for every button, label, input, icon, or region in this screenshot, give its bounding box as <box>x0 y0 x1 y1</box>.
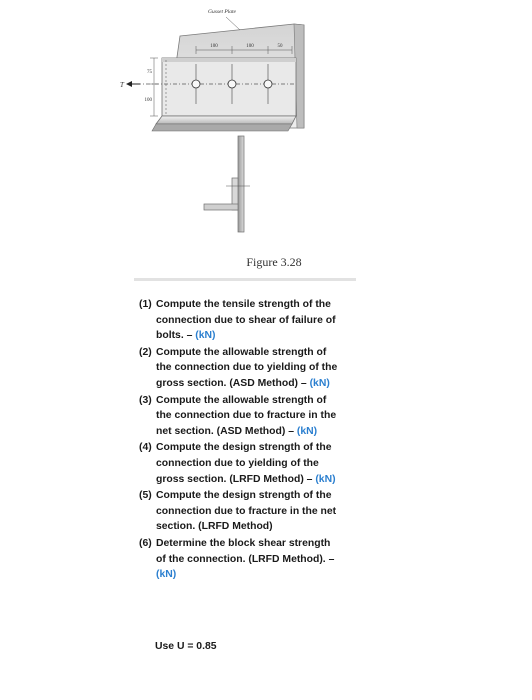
question-item <box>139 488 339 535</box>
plate-label: Gusset Plate <box>208 9 236 15</box>
dim-label: 100 <box>246 44 254 49</box>
question-text: Determine the block shear strength of the connection. (LRFD Method). – (kN) <box>156 537 335 581</box>
load-label: T <box>120 81 124 89</box>
question-item <box>139 297 339 344</box>
question-item <box>139 440 339 487</box>
angle-flange <box>152 116 296 131</box>
question-number: (1) <box>139 299 152 310</box>
question-item <box>139 393 339 440</box>
question-text: Compute the design strength of the connection due to yielding of the gross section. (LRFD Method) – (kN) <box>156 442 336 485</box>
question-text: Compute the tensile strength of the connection due to shear of failure of bolts. – (kN) <box>156 299 336 342</box>
unit-label: (kN) <box>309 377 330 389</box>
unit-label: (kN) <box>156 569 177 581</box>
dimension-side <box>145 58 159 116</box>
question-text: Compute the design strength of the connection due to fracture in the net section. (LRFD Method) <box>156 490 337 533</box>
divider <box>134 278 356 281</box>
dim-label: 50 <box>277 44 283 49</box>
figure-caption: Figure 3.28 <box>246 255 302 269</box>
question-number: (3) <box>139 394 152 406</box>
dim-label: 100 <box>144 98 152 103</box>
question-text: Compute the allowable strength of the connection due to fracture in the net section. (ASD Method) – (kN) <box>156 394 337 437</box>
question-list <box>139 297 339 584</box>
question-number: (4) <box>139 442 152 454</box>
question-number: (2) <box>139 346 152 358</box>
dim-label: 75 <box>147 70 152 75</box>
dim-label: 100 <box>210 44 218 49</box>
end-view <box>204 136 250 232</box>
plate-leader <box>226 17 240 30</box>
unit-label: (kN) <box>296 425 318 437</box>
unit-label: (kN) <box>315 473 336 485</box>
connection-figure <box>0 0 532 270</box>
question-text: Compute the allowable strength of the connection due to yielding of the gross section. (ASD Method) – (kN) <box>156 346 338 389</box>
unit-label: (kN) <box>195 330 216 342</box>
question-item <box>139 345 339 392</box>
question-number: (5) <box>139 490 152 502</box>
reduction-factor-note: Use U = 0.85 <box>155 641 217 652</box>
load-arrow <box>120 81 140 89</box>
question-item <box>139 536 339 583</box>
question-number: (6) <box>139 537 152 549</box>
